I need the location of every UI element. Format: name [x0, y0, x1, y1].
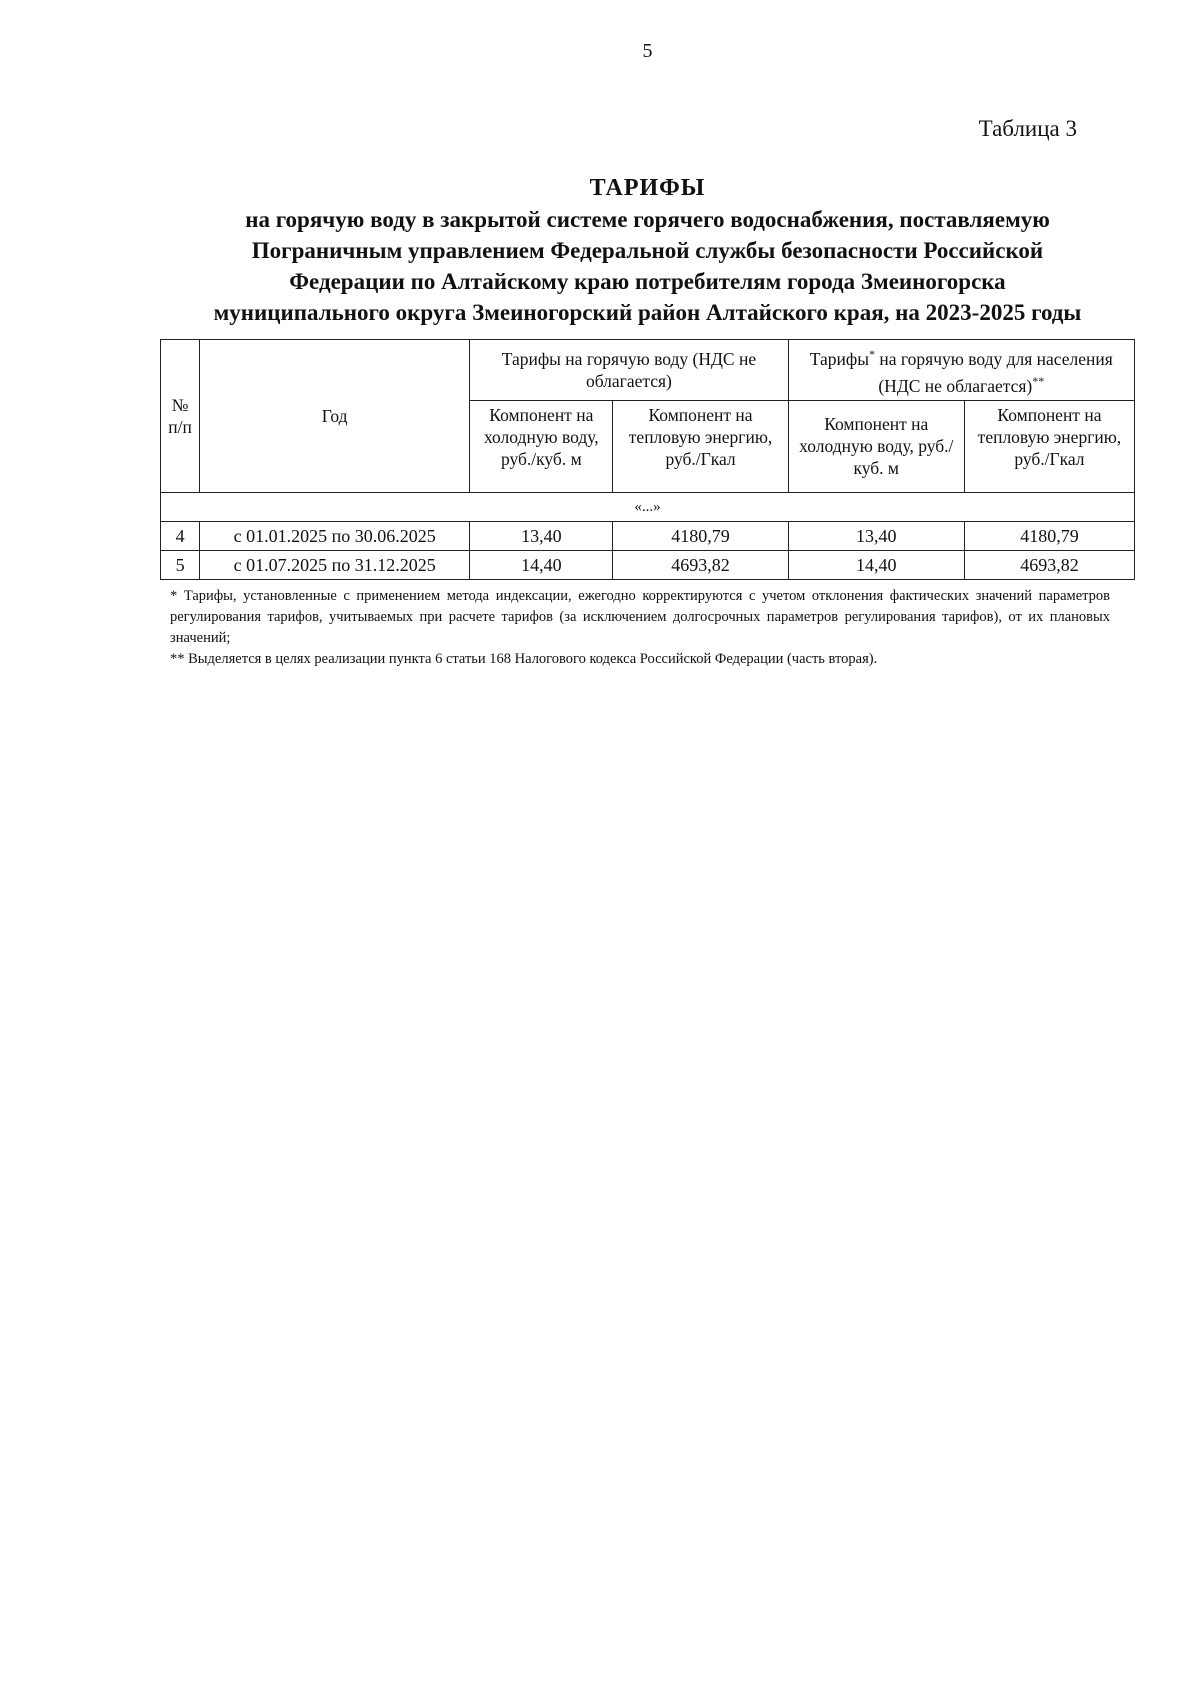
title-line: на горячую воду в закрытой системе горячего водоснабжения, поставляемую [245, 207, 1050, 232]
row-thermal-energy: 4180,79 [613, 521, 788, 550]
table-label: Таблица 3 [978, 116, 1077, 141]
table-header-row [161, 340, 1135, 401]
header-group-population [788, 340, 1134, 401]
header-num: № п/п [161, 340, 200, 493]
row-thermal-energy: 4693,82 [613, 550, 788, 579]
footnote-1: * Тарифы, установленные с применением метода индексации, ежегодно корректируются с учетом отклонения фактических значений параметров регулирования тарифов, учитываемых при расчете тарифов (за исключением долгосрочных параметров регулирования тарифов), от их плановых значений; [170, 588, 1110, 646]
page-number: 5 [642, 40, 653, 62]
table-row [161, 521, 1135, 550]
ellipsis-cell: «...» [161, 492, 1135, 521]
row-period: с 01.07.2025 по 31.12.2025 [200, 550, 470, 579]
row-cold-water: 13,40 [470, 521, 613, 550]
row-pop-thermal-energy: 4693,82 [964, 550, 1134, 579]
row-num: 5 [161, 550, 200, 579]
footnote-mark-2: ** [1032, 373, 1045, 388]
header-year: Год [200, 340, 470, 493]
subheader-pop-cold-water: Компонент на холодную воду, руб./куб. м [788, 400, 964, 492]
tariff-table [160, 339, 1135, 580]
document-title [160, 172, 1135, 328]
subheader-thermal-energy: Компонент на тепловую энергию, руб./Гкал [613, 400, 788, 492]
row-pop-thermal-energy: 4180,79 [964, 521, 1134, 550]
row-num: 4 [161, 521, 200, 550]
subheader-pop-thermal-energy: Компонент на тепловую энергию, руб./Гкал [964, 400, 1134, 492]
table-ellipsis-row [161, 492, 1135, 521]
subheader-cold-water: Компонент на холодную воду, руб./куб. м [470, 400, 613, 492]
title-line: Федерации по Алтайскому краю потребителям города Змеиногорска [289, 269, 1006, 294]
footnote-mark-1: * [869, 347, 876, 361]
title-line: Пограничным управлением Федеральной службы безопасности Российской [251, 238, 1044, 263]
table-row [161, 550, 1135, 579]
row-pop-cold-water: 14,40 [788, 550, 964, 579]
title-main: ТАРИФЫ [589, 175, 706, 201]
row-cold-water: 14,40 [470, 550, 613, 579]
row-period: с 01.01.2025 по 30.06.2025 [200, 521, 470, 550]
header-group-population-pre: Тарифы [809, 348, 870, 369]
title-line: муниципального округа Змеиногорский район Алтайского края, на 2023-2025 годы [213, 300, 1082, 325]
footnotes [170, 586, 1110, 670]
row-pop-cold-water: 13,40 [788, 521, 964, 550]
header-group-population-post: на горячую воду для населения (НДС не облагается) [875, 348, 1113, 396]
header-group-tariffs: Тарифы на горячую воду (НДС не облагается) [470, 340, 788, 401]
footnote-2: ** Выделяется в целях реализации пункта 6 статьи 168 Налогового кодекса Российской Федерации (часть вторая). [170, 651, 878, 667]
